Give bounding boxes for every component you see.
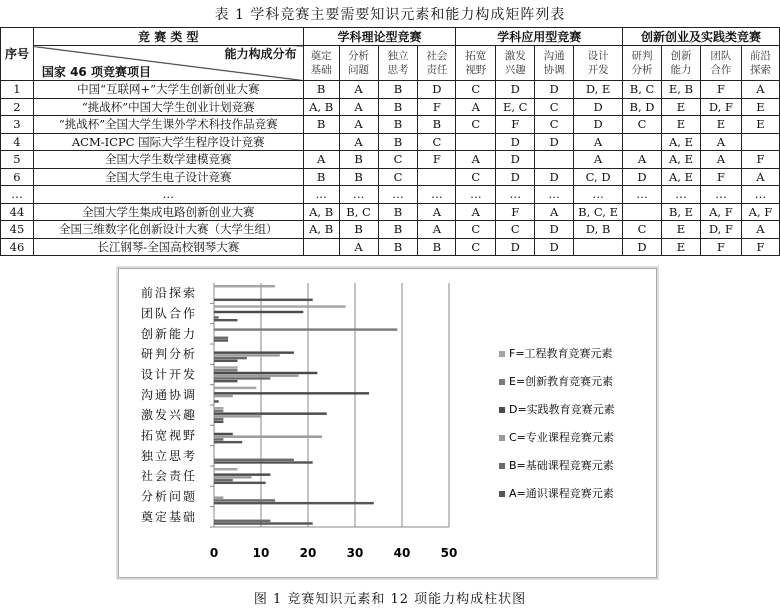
matrix-cell: B <box>418 116 456 134</box>
row-number: … <box>1 186 34 204</box>
matrix-cell: … <box>378 186 418 204</box>
ability-header <box>700 46 741 81</box>
bar-A <box>214 482 266 484</box>
matrix-cell: D <box>418 81 456 99</box>
bar-A <box>214 421 223 423</box>
matrix-cell: E <box>700 116 741 134</box>
ability-header <box>339 46 378 81</box>
matrix-cell: C, D <box>574 168 623 186</box>
row-number: 3 <box>1 116 34 134</box>
diagonal-header <box>33 46 303 81</box>
bar-B <box>214 337 228 339</box>
matrix-cell: A <box>456 98 496 116</box>
ability-label: 拓宽视野 <box>465 50 487 76</box>
ability-header <box>535 46 574 81</box>
matrix-cell: F <box>700 168 741 186</box>
competition-name: ACM-ICPC 国际大学生程序设计竞赛 <box>33 133 303 151</box>
matrix-cell: A, E <box>662 168 701 186</box>
matrix-cell: D, E <box>574 81 623 99</box>
matrix-cell: A, E <box>662 151 701 169</box>
ability-header <box>741 46 779 81</box>
ability-label: 设计开发 <box>587 50 609 76</box>
bar-A <box>214 441 242 443</box>
bar-B <box>214 357 247 359</box>
bar-B <box>214 479 233 481</box>
bar-D <box>214 311 303 313</box>
bar-F <box>214 366 238 368</box>
matrix-cell: … <box>496 186 535 204</box>
bar-C <box>214 436 322 438</box>
bar-A <box>214 400 219 402</box>
matrix-cell: C <box>535 116 574 134</box>
matrix-cell: D <box>574 116 623 134</box>
matrix-cell: E <box>662 98 701 116</box>
table-row <box>1 98 780 116</box>
matrix-cell: B <box>303 116 339 134</box>
bar-A <box>214 502 374 504</box>
matrix-cell: A, F <box>700 203 741 221</box>
matrix-cell <box>623 133 662 151</box>
ability-header <box>378 46 418 81</box>
matrix-cell: B <box>378 238 418 256</box>
bar-C <box>214 415 261 417</box>
row-number: 6 <box>1 168 34 186</box>
category-label: 拓宽视野 <box>141 428 198 443</box>
matrix-cell: B, C, E <box>574 203 623 221</box>
category-label: 分析问题 <box>141 489 198 504</box>
ability-header <box>662 46 701 81</box>
matrix-cell: E, B <box>662 81 701 99</box>
matrix-cell <box>418 168 456 186</box>
matrix-cell: A <box>574 133 623 151</box>
matrix-cell: D <box>535 168 574 186</box>
legend-swatch <box>499 351 505 357</box>
category-label: 前沿探索 <box>141 286 198 301</box>
category-label: 奠定基础 <box>141 509 198 524</box>
matrix-cell: D <box>496 151 535 169</box>
legend-label: A=通识课程竞赛元素 <box>509 487 614 500</box>
matrix-cell: F <box>700 238 741 256</box>
matrix-cell: … <box>535 186 574 204</box>
category-label: 研判分析 <box>141 347 198 362</box>
matrix-cell: F <box>741 238 779 256</box>
matrix-cell: D <box>623 168 662 186</box>
matrix-table <box>0 27 780 256</box>
legend-label: E=创新教育竞赛元素 <box>509 375 614 388</box>
matrix-cell: C <box>623 221 662 239</box>
matrix-cell: F <box>741 151 779 169</box>
matrix-cell: … <box>574 186 623 204</box>
matrix-cell: D <box>535 238 574 256</box>
competition-name: 全国大学生集成电路创新创业大赛 <box>33 203 303 221</box>
ability-header <box>623 46 662 81</box>
table-row <box>1 81 780 99</box>
matrix-cell: B <box>378 81 418 99</box>
matrix-cell: A <box>339 116 378 134</box>
bar-C <box>214 354 280 356</box>
matrix-cell: C <box>378 151 418 169</box>
competition-name: 全国大学生数学建模竞赛 <box>33 151 303 169</box>
bar-A <box>214 339 228 341</box>
matrix-cell: D, F <box>700 221 741 239</box>
ability-header <box>496 46 535 81</box>
group-header: 学科应用型竞赛 <box>456 28 623 46</box>
matrix-cell: A <box>456 203 496 221</box>
bar-A <box>214 380 238 382</box>
ability-header <box>418 46 456 81</box>
matrix-cell: A <box>339 81 378 99</box>
matrix-cell <box>456 133 496 151</box>
matrix-cell: … <box>303 186 339 204</box>
matrix-cell: D <box>535 221 574 239</box>
bar-D <box>214 412 327 414</box>
matrix-cell: C <box>496 221 535 239</box>
legend-swatch <box>499 463 505 469</box>
bar-B <box>214 438 223 440</box>
matrix-cell: C <box>456 238 496 256</box>
ability-label: 社会责任 <box>426 50 448 76</box>
bar-C <box>214 395 233 397</box>
matrix-cell: A <box>623 151 662 169</box>
matrix-cell: B, D <box>623 98 662 116</box>
bar-B <box>214 418 223 420</box>
matrix-cell: F <box>418 98 456 116</box>
bar-E <box>214 328 397 330</box>
bar-C <box>214 375 299 377</box>
matrix-cell: E <box>741 116 779 134</box>
matrix-cell: D <box>535 81 574 99</box>
matrix-cell: F <box>496 116 535 134</box>
competition-name: 全国三维数字化创新设计大赛（大学生组） <box>33 221 303 239</box>
bar-F <box>214 305 346 307</box>
matrix-cell: B, C <box>339 203 378 221</box>
category-label: 沟通协调 <box>141 387 198 402</box>
x-tick-label: 20 <box>299 546 317 560</box>
row-number: 45 <box>1 221 34 239</box>
matrix-cell: A <box>535 203 574 221</box>
bar-E <box>214 410 223 412</box>
bar-A <box>214 319 238 321</box>
legend-label: C=专业课程竞赛元素 <box>509 431 614 444</box>
bar-B <box>214 459 294 461</box>
matrix-cell: E <box>662 238 701 256</box>
matrix-cell: A <box>700 151 741 169</box>
category-label: 社会责任 <box>141 469 198 484</box>
competition-name: “挑战杯”全国大学生课外学术科技作品竞赛 <box>33 116 303 134</box>
ability-header <box>574 46 623 81</box>
matrix-cell: C <box>456 221 496 239</box>
matrix-cell: B <box>418 238 456 256</box>
matrix-cell: B <box>378 116 418 134</box>
matrix-cell <box>303 133 339 151</box>
matrix-cell: C <box>535 98 574 116</box>
bar-F <box>214 387 256 389</box>
bar-F <box>214 285 275 287</box>
category-label: 创新能力 <box>141 326 198 341</box>
matrix-cell: … <box>339 186 378 204</box>
matrix-cell: A <box>339 133 378 151</box>
table-row <box>1 186 780 204</box>
row-number: 5 <box>1 151 34 169</box>
bar-C <box>214 476 252 478</box>
matrix-cell: A, E <box>662 133 701 151</box>
matrix-cell: … <box>418 186 456 204</box>
diag-bottom-label: 国家 46 项竞赛项目 <box>41 65 151 79</box>
matrix-cell: B, C <box>623 81 662 99</box>
matrix-cell: B <box>378 203 418 221</box>
table-row <box>1 238 780 256</box>
ability-label: 创新能力 <box>670 50 692 76</box>
ability-label: 前沿探索 <box>749 50 771 76</box>
legend-swatch <box>499 435 505 441</box>
ability-label: 团队合作 <box>710 50 732 76</box>
matrix-cell: A <box>418 221 456 239</box>
matrix-cell: C <box>456 81 496 99</box>
ability-label: 分析问题 <box>348 50 370 76</box>
matrix-cell: B <box>378 98 418 116</box>
legend-label: F=工程教育竞赛元素 <box>509 347 613 360</box>
matrix-cell <box>535 151 574 169</box>
ability-label: 沟通协调 <box>543 50 565 76</box>
bar-F <box>214 468 238 470</box>
competition-name: 全国大学生电子设计竞赛 <box>33 168 303 186</box>
competition-name: 中国“互联网+”大学生创新创业大赛 <box>33 81 303 99</box>
x-tick-label: 10 <box>252 546 270 560</box>
table-row <box>1 221 780 239</box>
ability-header <box>456 46 496 81</box>
chart-frame <box>118 268 657 578</box>
ability-label: 奠定基础 <box>310 50 332 76</box>
bar-D <box>214 351 294 353</box>
bar-D <box>214 433 233 435</box>
matrix-cell: A, B <box>303 203 339 221</box>
matrix-cell <box>303 238 339 256</box>
competition-name: … <box>33 186 303 204</box>
matrix-cell: … <box>741 186 779 204</box>
ability-label: 激发兴趣 <box>504 50 526 76</box>
matrix-cell <box>574 238 623 256</box>
row-number: 1 <box>1 81 34 99</box>
matrix-cell: D, F <box>700 98 741 116</box>
group-header: 创新创业及实践类竞赛 <box>623 28 780 46</box>
x-tick-label: 30 <box>346 546 364 560</box>
matrix-cell: A <box>574 151 623 169</box>
legend-swatch <box>499 407 505 413</box>
row-number: 4 <box>1 133 34 151</box>
bar-A <box>214 461 313 463</box>
bar-E <box>214 369 238 371</box>
matrix-cell: B <box>378 221 418 239</box>
ability-label: 独立思考 <box>387 50 409 76</box>
matrix-cell: B <box>339 168 378 186</box>
matrix-cell: B <box>378 133 418 151</box>
matrix-cell: B <box>339 151 378 169</box>
matrix-cell: D <box>623 238 662 256</box>
matrix-cell: C <box>623 116 662 134</box>
matrix-cell: C <box>456 168 496 186</box>
matrix-cell: C <box>456 116 496 134</box>
bar-A <box>214 522 313 524</box>
bar-B <box>214 499 275 501</box>
bar-C <box>214 497 223 499</box>
matrix-cell: A <box>339 238 378 256</box>
bar-B <box>214 316 219 318</box>
matrix-cell: … <box>623 186 662 204</box>
matrix-cell <box>623 203 662 221</box>
x-tick-label: 40 <box>393 546 411 560</box>
bar-A <box>214 299 313 301</box>
figure-caption: 图 1 竞赛知识元素和 12 项能力构成柱状图 <box>253 592 527 607</box>
row-number: 44 <box>1 203 34 221</box>
row-number: 46 <box>1 238 34 256</box>
matrix-cell: D <box>496 81 535 99</box>
bar-D <box>214 372 317 374</box>
legend-swatch <box>499 491 505 497</box>
competition-name: 长江钢琴-全国高校钢琴大赛 <box>33 238 303 256</box>
type-header: 竞 赛 类 型 <box>33 28 303 46</box>
matrix-cell: A <box>456 151 496 169</box>
matrix-cell: A, B <box>303 98 339 116</box>
matrix-cell: A, F <box>741 203 779 221</box>
ability-label: 研判分析 <box>631 50 653 76</box>
matrix-cell: E, C <box>496 98 535 116</box>
matrix-cell: … <box>456 186 496 204</box>
seq-header: 序号 <box>1 28 34 81</box>
matrix-cell: B <box>303 168 339 186</box>
matrix-cell: F <box>496 203 535 221</box>
table-row <box>1 151 780 169</box>
matrix-cell: C <box>378 168 418 186</box>
bar-D <box>214 473 270 475</box>
ability-header <box>303 46 339 81</box>
matrix-cell: … <box>662 186 701 204</box>
legend-label: B=基础课程竞赛元素 <box>509 459 614 472</box>
row-number: 2 <box>1 98 34 116</box>
matrix-cell: B <box>303 81 339 99</box>
table-title: 表 1 学科竞赛主要需要知识元素和能力构成矩阵列表 <box>214 7 566 23</box>
bar-B <box>214 520 270 522</box>
legend-label: D=实践教育竞赛元素 <box>509 403 615 416</box>
bar-chart <box>119 269 656 577</box>
matrix-cell <box>741 133 779 151</box>
category-label: 独立思考 <box>141 448 198 463</box>
matrix-cell: D <box>496 168 535 186</box>
matrix-cell: A <box>303 151 339 169</box>
x-tick-label: 50 <box>440 546 458 560</box>
matrix-cell: A <box>741 221 779 239</box>
legend-swatch <box>499 379 505 385</box>
table-row <box>1 133 780 151</box>
matrix-cell: D <box>535 133 574 151</box>
matrix-cell: B, E <box>662 203 701 221</box>
category-label: 激发兴趣 <box>141 408 198 423</box>
competition-name: “挑战杯”中国大学生创业计划竞赛 <box>33 98 303 116</box>
table-row <box>1 203 780 221</box>
diag-top-label: 能力构成分布 <box>224 47 297 61</box>
matrix-cell: A <box>741 168 779 186</box>
bar-A <box>214 360 238 362</box>
category-label: 团队合作 <box>141 306 198 321</box>
table-row <box>1 168 780 186</box>
matrix-cell: D <box>496 133 535 151</box>
matrix-cell: D <box>574 98 623 116</box>
matrix-cell: A <box>741 81 779 99</box>
matrix-cell: C <box>418 133 456 151</box>
matrix-cell: A <box>700 133 741 151</box>
matrix-cell: … <box>700 186 741 204</box>
x-tick-label: 0 <box>209 546 219 560</box>
group-header: 学科理论型竞赛 <box>303 28 456 46</box>
matrix-cell: D, B <box>574 221 623 239</box>
bar-D <box>214 392 369 394</box>
matrix-cell: A, B <box>303 221 339 239</box>
bar-B <box>214 377 270 379</box>
matrix-cell: B <box>339 221 378 239</box>
matrix-cell: F <box>700 81 741 99</box>
matrix-cell: A <box>339 98 378 116</box>
matrix-cell: E <box>662 221 701 239</box>
matrix-cell: A <box>418 203 456 221</box>
matrix-cell: D <box>496 238 535 256</box>
category-label: 设计开发 <box>141 367 198 382</box>
matrix-cell: E <box>741 98 779 116</box>
matrix-cell: E <box>662 116 701 134</box>
table-row <box>1 116 780 134</box>
bar-F <box>214 407 223 409</box>
matrix-cell: F <box>418 151 456 169</box>
